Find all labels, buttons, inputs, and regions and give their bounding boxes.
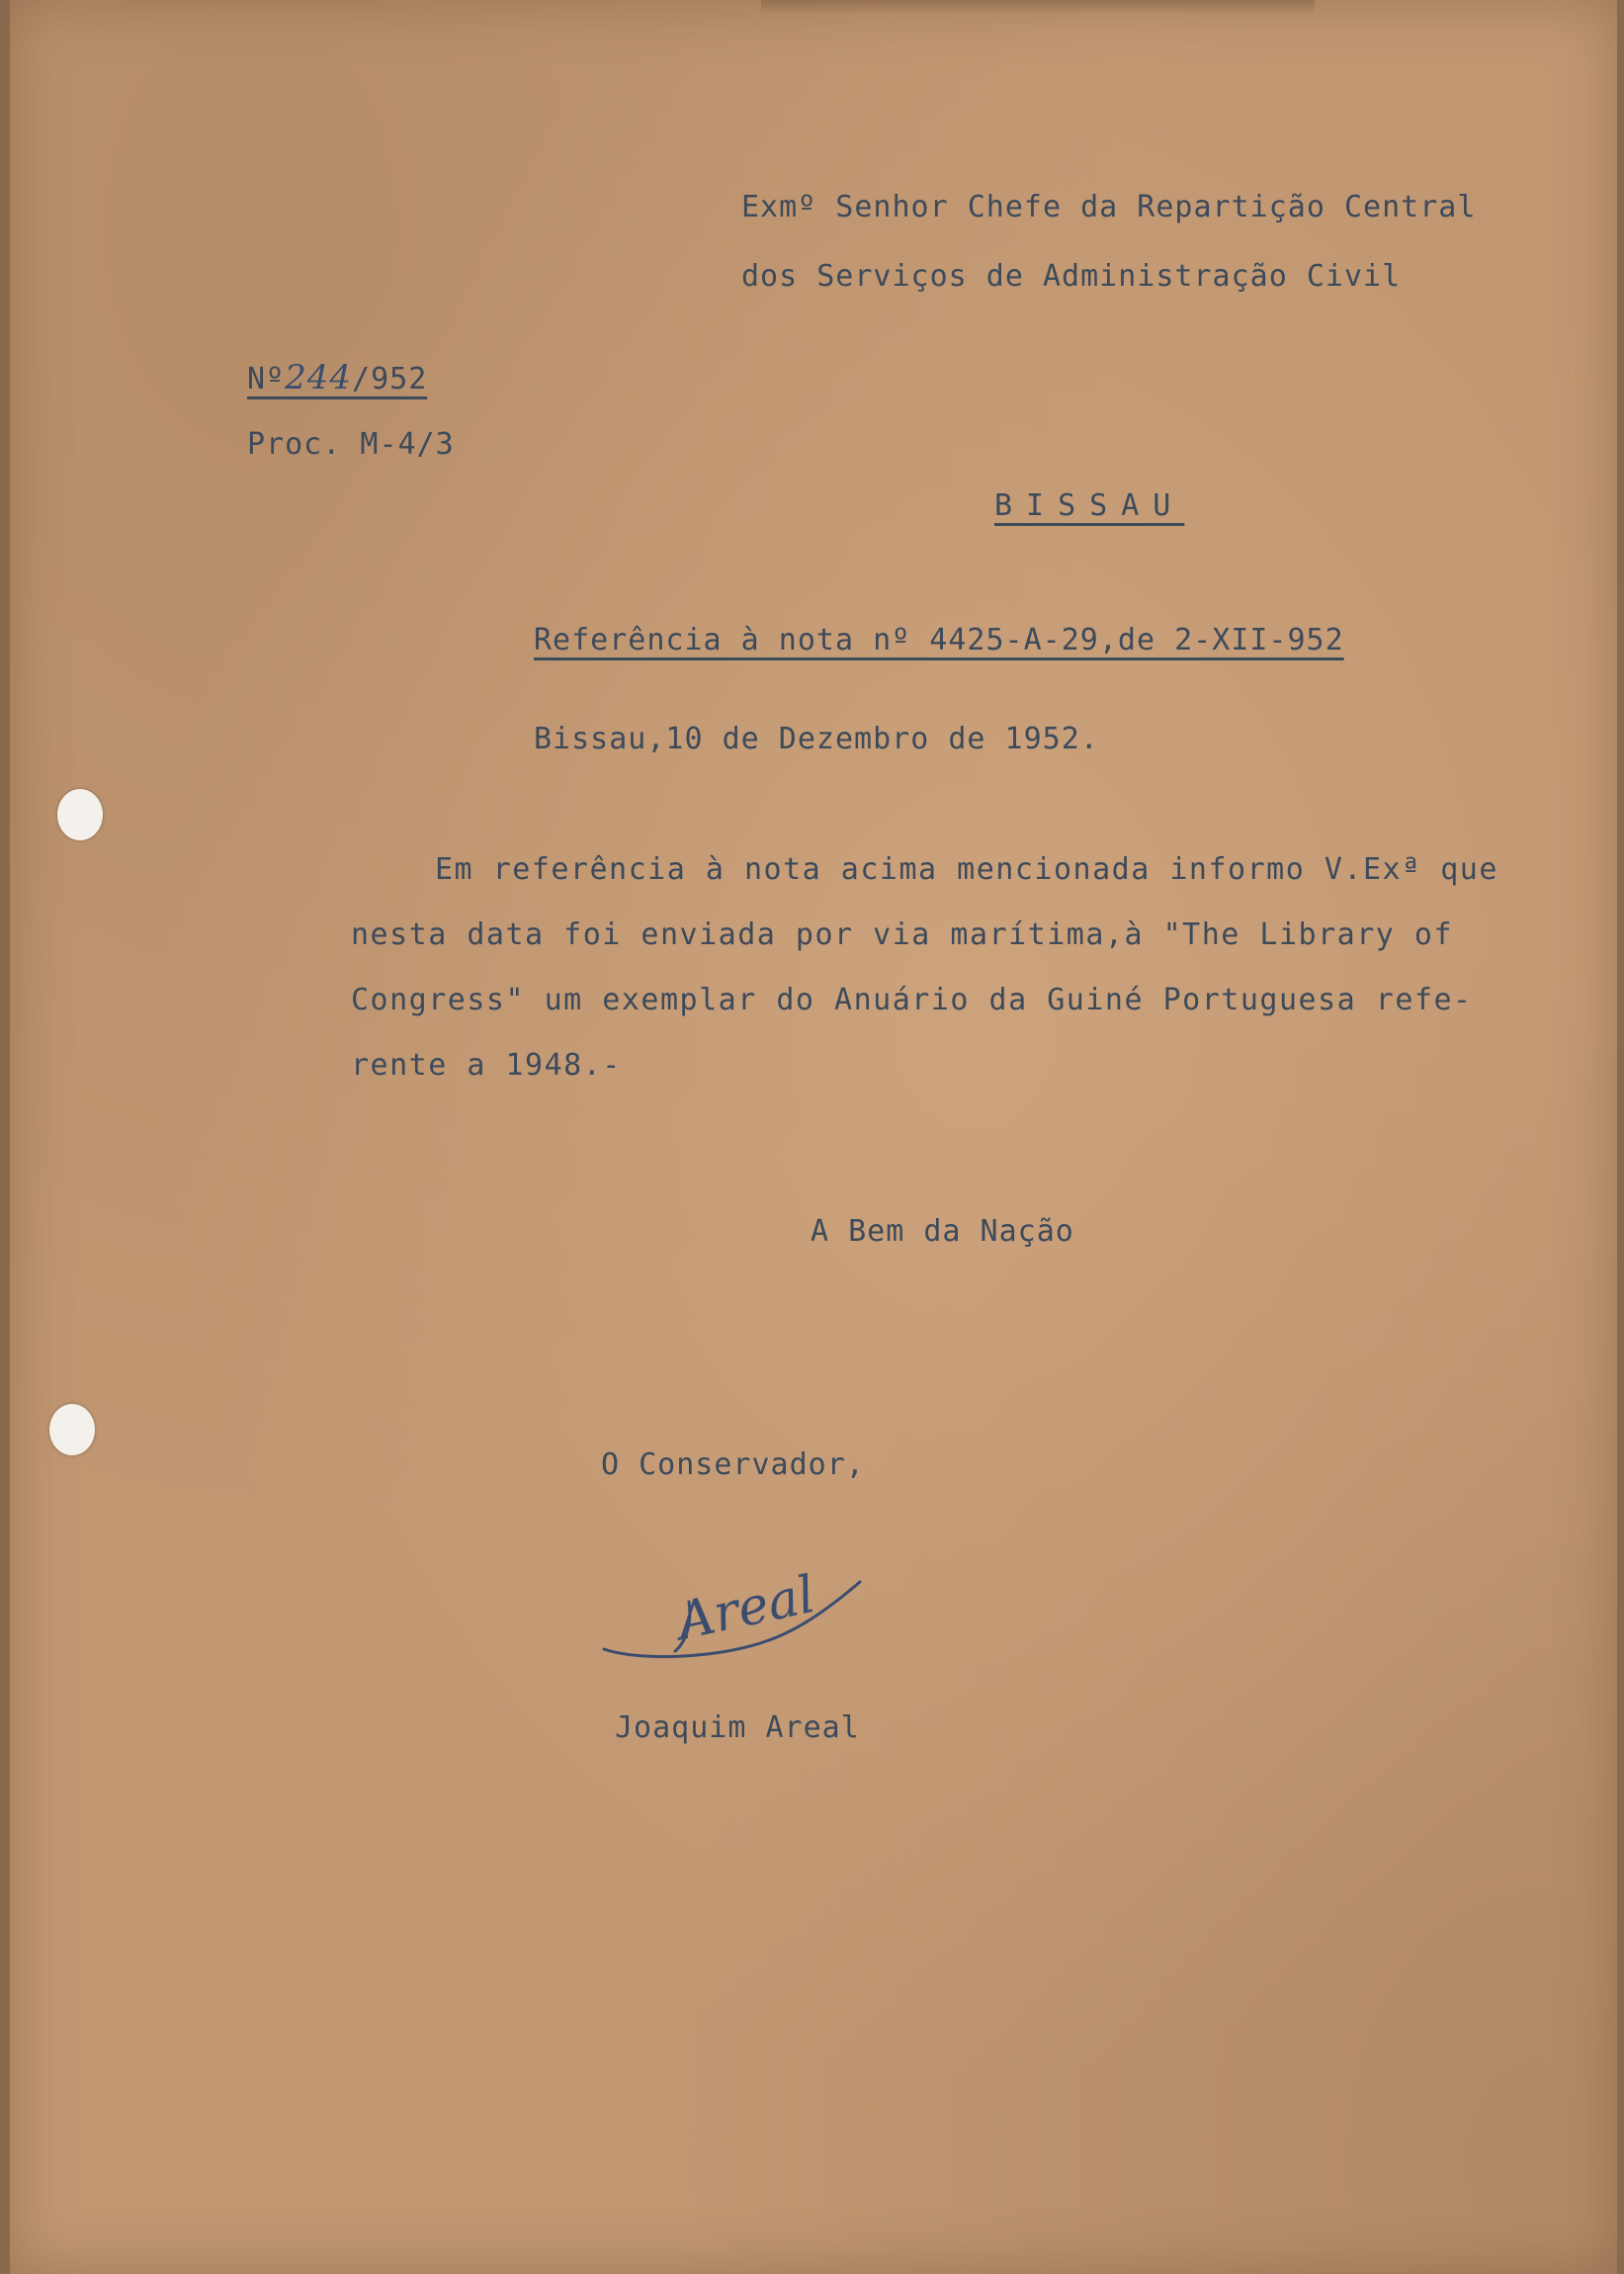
body-line-3: Congress" um exemplar do Anuário da Guiné Portuguesa refe- — [351, 983, 1473, 1017]
reference-suffix: /952 — [352, 362, 428, 396]
date-line: Bissau,10 de Dezembro de 1952. — [534, 722, 1099, 756]
signature-text: Areal — [671, 1564, 820, 1652]
destination: BISSAU — [994, 488, 1185, 523]
subject-reference: Referência à nota nº 4425-A-29,de 2-XII-952 — [534, 623, 1344, 657]
signatory-title: O Conservador, — [601, 1447, 865, 1482]
punch-hole-bottom — [49, 1404, 95, 1455]
document-sheet — [10, 0, 1617, 2274]
handwritten-signature — [598, 1542, 885, 1671]
addressee-line-1: Exmº Senhor Chefe da Repartição Central — [741, 190, 1477, 224]
paper-edge-shadow — [761, 0, 1315, 14]
process-number: Proc. M-4/3 — [247, 427, 455, 462]
reference-prefix: Nº — [247, 362, 286, 396]
body-line-1: Em referência à nota acima mencionada informo V.Exª que — [435, 852, 1498, 887]
punch-hole-top — [57, 789, 103, 840]
reference-number — [247, 358, 427, 397]
addressee-line-2: dos Serviços de Administração Civil — [741, 259, 1402, 294]
body-line-2: nesta data foi enviada por via marítima,à "The Library of — [351, 918, 1454, 952]
closing-salutation: A Bem da Nação — [811, 1214, 1074, 1249]
body-line-4: rente a 1948.- — [351, 1048, 622, 1083]
reference-handwritten: 244 — [285, 358, 353, 397]
signatory-name: Joaquim Areal — [615, 1710, 860, 1745]
